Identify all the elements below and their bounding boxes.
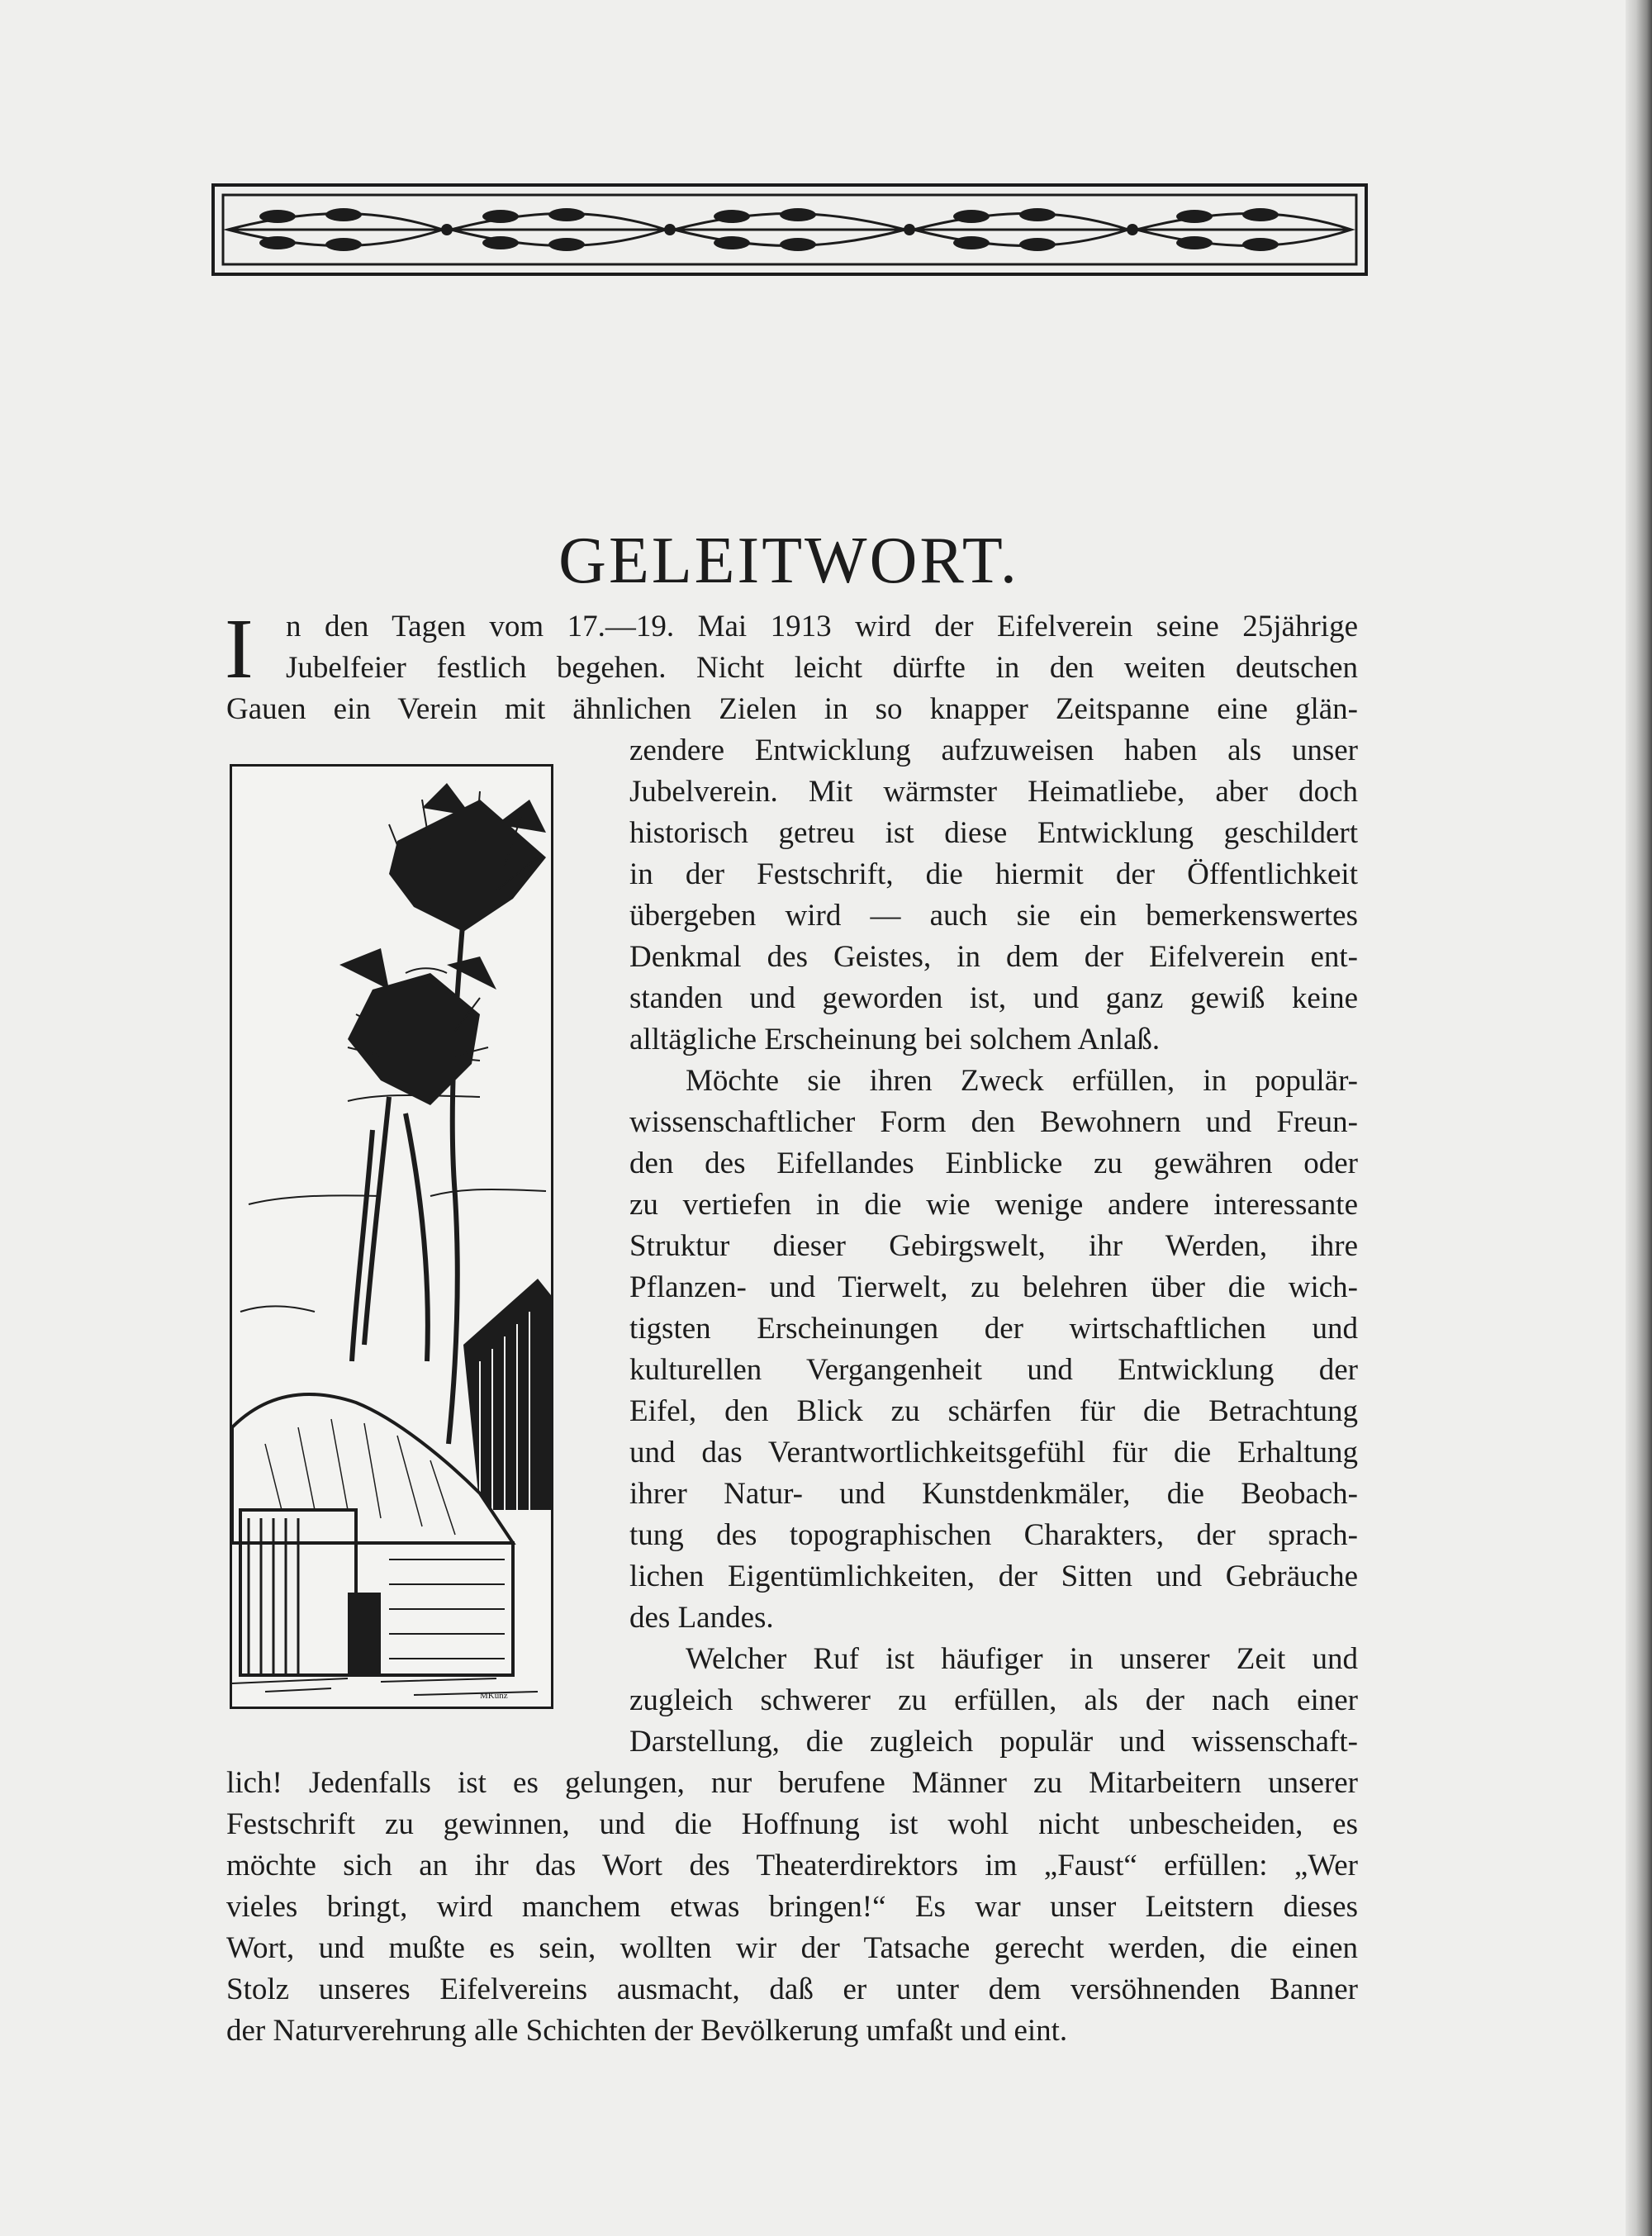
- text-line: Möchte sie ihren Zweck erfüllen, in populär-: [686, 1064, 1358, 1098]
- text-line: der Naturverehrung alle Schichten der Bevölkerung umfaßt und eint.: [226, 2014, 1068, 2048]
- text-line: des Landes.: [629, 1601, 774, 1635]
- page-title: GELEITWORT.: [558, 524, 1019, 597]
- illustration-signature: MKunz: [480, 1691, 508, 1701]
- text-line: in der Festschrift, die hiermit der Öffentlichkeit: [629, 857, 1358, 891]
- text-line: n den Tagen vom 17.—19. Mai 1913 wird der Eifelverein seine 25jährige: [286, 610, 1358, 643]
- text-line: kulturellen Vergangenheit und Entwicklung der: [629, 1353, 1358, 1387]
- text-line: Wort, und mußte es sein, wollten wir der Tatsache gerecht werden, die einen: [226, 1931, 1358, 1965]
- text-line: alltägliche Erscheinung bei solchem Anlaß.: [629, 1023, 1161, 1056]
- text-line: standen und geworden ist, und ganz gewiß keine: [629, 981, 1358, 1015]
- drop-capital: I: [225, 601, 254, 696]
- text-line: Eifel, den Blick zu schärfen für die Betrachtung: [629, 1394, 1358, 1428]
- text-line: Festschrift zu gewinnen, und die Hoffnung ist wohl nicht unbescheiden, es: [226, 1807, 1358, 1841]
- text-line: Jubelfeier festlich begehen. Nicht leicht dürfte in den weiten deutschen: [286, 651, 1358, 685]
- text-line: Gauen ein Verein mit ähnlichen Zielen in so knapper Zeitspanne eine glän-: [226, 692, 1358, 726]
- text-line: Welcher Ruf ist häufiger in unserer Zeit und: [686, 1642, 1358, 1676]
- text-line: zugleich schwerer zu erfüllen, als der nach einer: [629, 1683, 1358, 1717]
- text-line: wissenschaftlicher Form den Bewohnern und Freun-: [629, 1105, 1358, 1139]
- text-line: ihrer Natur- und Kunstdenkmäler, die Beobach-: [629, 1477, 1358, 1511]
- text-line: übergeben wird — auch sie ein bemerkenswertes: [629, 899, 1358, 933]
- text-line: tung des topographischen Charakters, der sprach-: [629, 1518, 1358, 1552]
- text-line: vieles bringt, wird manchem etwas bringen!“ Es war unser Leitstern dieses: [226, 1890, 1358, 1924]
- text-line: Stolz unseres Eifelvereins ausmacht, daß er unter dem versöhnenden Banner: [226, 1973, 1358, 2006]
- text-line: und das Verantwortlichkeitsgefühl für die Erhaltung: [629, 1436, 1358, 1469]
- text-line: tigsten Erscheinungen der wirtschaftlichen und: [629, 1312, 1358, 1346]
- text-line: möchte sich an ihr das Wort des Theaterdirektors im „Faust“ erfüllen: „Wer: [226, 1849, 1358, 1882]
- text-line: Darstellung, die zugleich populär und wissenschaft-: [629, 1725, 1358, 1759]
- text-line: historisch getreu ist diese Entwicklung geschildert: [629, 816, 1358, 850]
- text-line: lichen Eigentümlichkeiten, der Sitten und Gebräuche: [629, 1560, 1358, 1593]
- ornamental-header-border: [211, 183, 1368, 276]
- text-line: lich! Jedenfalls ist es gelungen, nur berufene Männer zu Mitarbeitern unserer: [226, 1766, 1358, 1800]
- text-line: Jubelverein. Mit wärmster Heimatliebe, aber doch: [629, 775, 1358, 809]
- text-line: zendere Entwicklung aufzuweisen haben als unser: [629, 733, 1358, 767]
- text-line: Pflanzen- und Tierwelt, zu belehren über die wich-: [629, 1270, 1358, 1304]
- woodcut-illustration: [230, 764, 553, 1709]
- text-line: den des Eifellandes Einblicke zu gewähren oder: [629, 1146, 1358, 1180]
- text-line: zu vertiefen in die wie wenige andere interessante: [629, 1188, 1358, 1222]
- page-edge-shadow: [1626, 0, 1652, 2236]
- text-line: Denkmal des Geistes, in dem der Eifelverein ent-: [629, 940, 1358, 974]
- text-line: Struktur dieser Gebirgswelt, ihr Werden, ihre: [629, 1229, 1358, 1263]
